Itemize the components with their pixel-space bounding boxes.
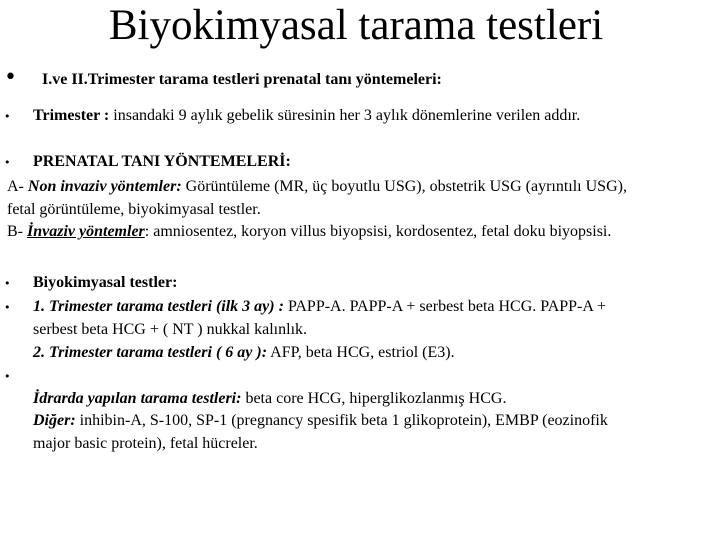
trimester-text: insandaki 9 aylık gebelik süresinin her 3 aylık dönemlerine verilen addır. (109, 107, 581, 124)
trim2-label: 2. Trimester tarama testleri ( 6 ay ): (33, 344, 268, 361)
bullet-icon: • (4, 110, 11, 123)
section-b-prefix: B- (7, 223, 27, 240)
other-text-1: inhibin-A, S-100, SP-1 (pregnancy spesifik beta 1 glikoprotein), EMBP (eozinofik (75, 412, 608, 429)
trim1-text-2: serbest beta HCG + ( NT ) nukkal kalınlık. (33, 321, 308, 338)
urine-text: beta core HCG, hiperglikozlanmış HCG. (241, 390, 507, 407)
page-title: Biyokimyasal tarama testleri (108, 2, 604, 49)
intro-heading: I.ve II.Trimester tarama testleri prenatal tanı yöntemeleri: (42, 71, 442, 88)
section-a-text-2: fetal görüntüleme, biyokimyasal testler. (7, 201, 261, 218)
bullet-icon: • (4, 156, 11, 169)
urine-label: İdrarda yapılan tarama testleri: (33, 390, 242, 407)
prenatal-heading: PRENATAL TANI YÖNTEMELERİ: (33, 153, 291, 170)
other-label: Diğer: (33, 412, 76, 429)
bullet-icon: • (4, 370, 11, 383)
trim2-text: AFP, beta HCG, estriol (E3). (267, 344, 455, 361)
section-b-text: : amniosentez, koryon villus biyopsisi, kordosentez, fetal doku biyopsisi. (144, 223, 612, 240)
section-a-prefix: A- (7, 178, 28, 195)
bullet-icon: • (4, 277, 11, 290)
trim1-label: 1. Trimester tarama testleri (ilk 3 ay) : (33, 298, 284, 315)
trimester-term: Trimester : (33, 107, 110, 124)
trim1-text-1: PAPP-A. PAPP-A + serbest beta HCG. PAPP-A + (283, 298, 607, 315)
other-text-2: major basic protein), fetal hücreler. (33, 435, 258, 452)
bullet-icon: • (4, 65, 17, 90)
section-a-label: Non invaziv yöntemler: (27, 178, 182, 195)
bullet-icon: • (4, 301, 11, 314)
section-a-text-1: Görüntüleme (MR, üç boyutlu USG), obstetrik USG (ayrıntılı USG), (181, 178, 627, 195)
section-b-label: İnvaziv yöntemler (27, 223, 145, 240)
biyo-heading: Biyokimyasal testler: (33, 274, 178, 291)
